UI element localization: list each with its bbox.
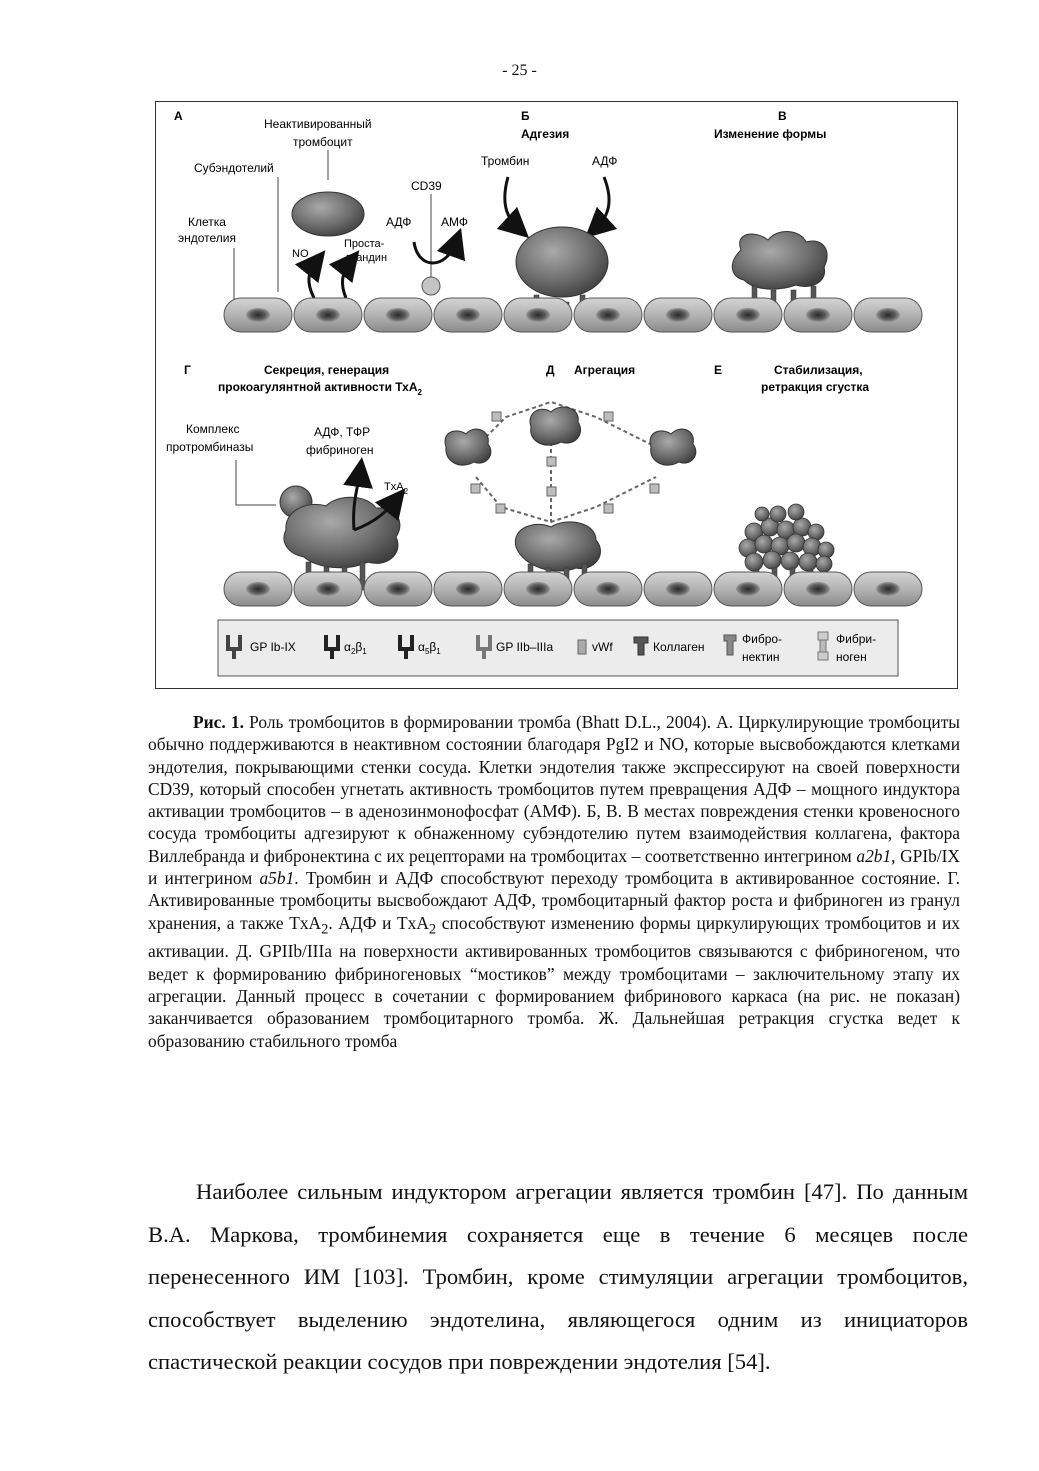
label-secretion-2: фибриноген [306, 443, 374, 457]
endothelium-top [224, 298, 922, 332]
label-adp-b: АДФ [592, 154, 618, 168]
svg-text:α2β1: $\alpha_2\beta_1$ [344, 640, 367, 656]
adhered-platelet [516, 227, 608, 297]
cell-nucleus [386, 582, 410, 596]
cell-nucleus [596, 582, 620, 596]
label-secretion-1: АДФ, ТФР [314, 425, 371, 439]
cell-nucleus [876, 582, 900, 596]
panel-e-title-2: ретракция сгустка [761, 380, 870, 394]
label-prothrombinase-2: протромбиназы [166, 440, 254, 454]
panel-v-letter: В [778, 109, 787, 123]
endothelium-bottom [224, 572, 922, 606]
svg-text:ноген: ноген [836, 650, 867, 664]
svg-text:Коллаген: Коллаген [653, 640, 705, 654]
cell-nucleus [736, 582, 760, 596]
cell-nucleus [876, 308, 900, 322]
svg-text:α5β1: $\alpha_5\beta_1$ [418, 640, 441, 656]
label-cd39: CD39 [411, 179, 442, 193]
label-prostaglandin-1: Проста- [344, 238, 385, 250]
figure-caption [148, 711, 960, 1052]
panel-d-title: Агрегация [574, 363, 636, 377]
caption-integrin-2: a5b1 [259, 868, 295, 889]
label-adp: АДФ [386, 215, 412, 229]
panel-g-title-1: Секреция, генерация [264, 363, 390, 377]
caption-text-3: . Тромбин и АДФ способствуют переходу тромбоцита в активированное состояние. Г. Активированные тромбоциты высвобождают АДФ, тромбоцитарный фактор роста и фибриноген из гранул хранения, а также TxA [148, 868, 960, 933]
panel-v-title: Изменение формы [714, 127, 827, 141]
panel-g-letter: Г [184, 363, 191, 377]
page-number: - 25 - [502, 62, 537, 79]
cell-nucleus [666, 308, 690, 322]
cell-nucleus [386, 308, 410, 322]
shape-change-platelet [732, 232, 827, 290]
figure-platelet-thrombus [155, 101, 958, 689]
label-thrombin: Тромбин [481, 154, 530, 168]
cell-nucleus [246, 308, 270, 322]
caption-sub-2: 2 [428, 921, 437, 938]
panel-a-letter: А [174, 109, 183, 123]
caption-text-1: Роль тромбоцитов в формировании тромба (Bhatt D.L., 2004). А. Циркулирующие тромбоциты обычно поддерживаются в неактивном состоянии благодаря PgI2 и NO, которые высвобождаются клетками эндотелия, покрывающими стенки сосуда. Клетки эндотелия также экспрессируют на своей поверхности CD39, который способен угнетать активность тромбоцитов путем превращения АДФ – мощного индуктора активации тромбоцитов – в аденозинмонофосфат (АМФ). Б, В. В местах повреждения стенки кровеносного сосуда тромбоциты адгезируют к обнаженному субэндотелию путем взаимодействия коллагена, фактора Виллебранда и фибронектина с их рецепторами на тромбоцитах – соответственно интегрином [148, 712, 960, 866]
panel-d-letter: Д [546, 363, 555, 377]
cell-nucleus [316, 582, 340, 596]
label-inactive-platelet-2: тромбоцит [293, 135, 353, 149]
cell-nucleus [806, 582, 830, 596]
stable-clot [739, 504, 834, 572]
panel-e-letter: Е [714, 363, 723, 377]
label-inactive-platelet-1: Неактивированный [264, 117, 372, 131]
aggregation-network [445, 402, 696, 571]
caption-text-5: способствуют изменению формы циркулирующих тромбоцитов и их активации. Д. GPIIb/IIIa на поверхности активированных тромбоцитов связываются с фибриногеном, что ведет к формированию фибриногеновых “мостиков” между тромбоцитами – заключительному этапу их агрегации. Данный процесс в сочетании с формированием фибринового каркаса (на рис. не показан) заканчивается образованием тромбоцитарного тромба. Ж. Дальнейшая ретракция сгустка ведет к образованию стабильного тромба [148, 912, 960, 1051]
label-endothelial-cell-2: эндотелия [178, 231, 237, 245]
panel-b-title: Адгезия [521, 127, 570, 141]
svg-text:GP IIb–IIIa: GP IIb–IIIa [496, 640, 554, 654]
svg-text:Фибри-: Фибри- [836, 632, 877, 646]
cell-nucleus [806, 308, 830, 322]
svg-text:vWf: vWf [592, 640, 613, 654]
caption-integrin-1: a2b1 [856, 845, 892, 866]
cell-nucleus [666, 582, 690, 596]
label-subendothelium: Субэндотелий [194, 161, 274, 175]
label-no: NO [292, 248, 309, 260]
svg-text:Фибро-: Фибро- [742, 632, 783, 646]
cell-nucleus [596, 308, 620, 322]
label-prothrombinase-1: Комплекс [186, 422, 240, 436]
cell-nucleus [246, 582, 270, 596]
svg-text:GP Ib-IX: GP Ib-IX [250, 640, 296, 654]
label-endothelial-cell-1: Клетка [188, 215, 226, 229]
body-text [148, 1171, 968, 1384]
cell-nucleus [456, 582, 480, 596]
legend-vwf [578, 640, 613, 654]
caption-sub-1: 2 [321, 921, 329, 938]
secreting-platelet [284, 497, 400, 567]
legend-box [218, 620, 898, 676]
caption-text-4: . АДФ и TxA [328, 912, 429, 933]
cell-nucleus [456, 308, 480, 322]
label-prostaglandin-2: гландин [346, 252, 388, 264]
inactive-platelet [292, 192, 364, 236]
cell-nucleus [526, 308, 550, 322]
caption-text-2: , GPIb/IX и интегрином [148, 845, 960, 889]
panel-e-title-1: Стабилизация, [774, 363, 863, 377]
cell-nucleus [526, 582, 550, 596]
label-amp: АМФ [441, 215, 468, 229]
cell-nucleus [316, 308, 340, 322]
svg-text:нектин: нектин [742, 650, 780, 664]
cell-nucleus [736, 308, 760, 322]
caption-label: Рис. 1. [193, 712, 244, 732]
panel-b-letter: Б [521, 109, 530, 123]
body-paragraph: Наиболее сильным индуктором агрегации является тромбин [47]. По данным В.А. Маркова, тромбинемия сохраняется еще в течение 6 месяцев после перенесенного ИМ [103]. Тромбин, кроме стимуляции агрегации тромбоцитов, способствует выделению эндотелина, являющегося одним из инициаторов спастической реакции сосудов при повреждении эндотелия [54]. [148, 1179, 968, 1374]
panel-g-title-2: прокоагулянтной активности ТхА$_2$ [218, 380, 422, 397]
label-txa2: TxA$_2$ [384, 481, 409, 496]
